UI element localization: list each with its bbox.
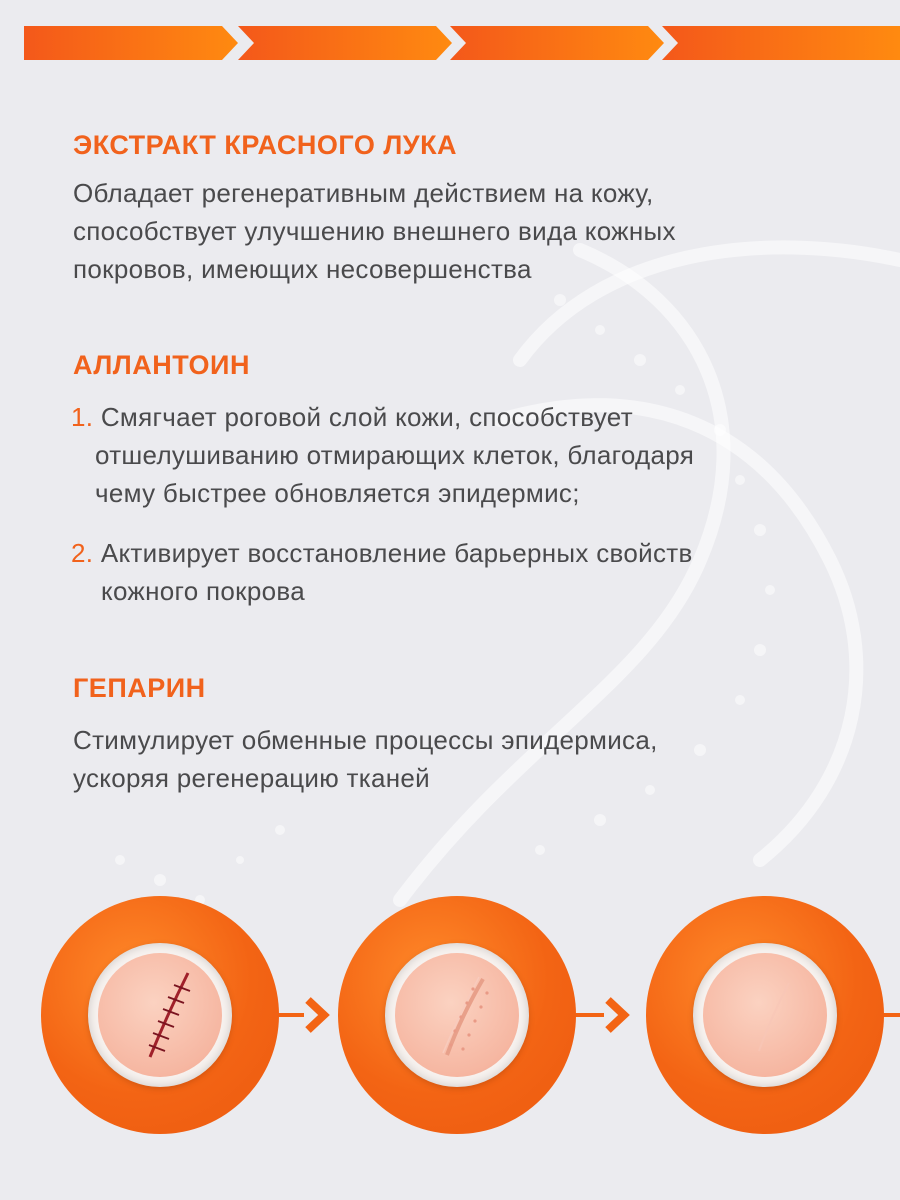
text-line: отшелушиванию отмирающих клеток, благодаря [95, 440, 695, 470]
text-line: Смягчает роговой слой кожи, способствует [100, 402, 633, 432]
text-line: способствует улучшению внешнего вида кожных [73, 216, 676, 246]
text-line: покровов, имеющих несовершенства [73, 254, 532, 284]
text-line: Стимулирует обменные процессы эпидермиса, [73, 725, 658, 755]
chevron-segment-3 [450, 26, 664, 60]
chevron-segment-4 [662, 26, 900, 60]
section-title-heparin: ГЕПАРИН [73, 673, 206, 703]
arrow-connector-1 [270, 990, 340, 1040]
text-line: Обладает регенеративным действием на кожу, [73, 178, 654, 208]
circle-frame [693, 943, 837, 1087]
arrow-connector-2 [570, 990, 640, 1040]
list-number: 1. [71, 402, 94, 432]
section-title-onion-extract: ЭКСТРАКТ КРАСНОГО ЛУКА [73, 130, 458, 160]
healing-stage-1 [41, 896, 279, 1134]
list-item-1 [71, 398, 694, 512]
healing-stage-3 [646, 896, 884, 1134]
circle-frame [385, 943, 529, 1087]
healing-stage-2 [338, 896, 576, 1134]
chevron-segment-1 [24, 26, 238, 60]
section-text-onion-extract [73, 174, 676, 288]
text-line: Активирует восстановление барьерных свойств [100, 538, 693, 568]
progress-chevrons [24, 26, 900, 60]
section-title-allantoin: АЛЛАНТОИН [73, 350, 250, 380]
stitched-wound-icon [98, 953, 222, 1077]
list-number: 2. [71, 538, 94, 568]
text-line: кожного покрова [101, 576, 305, 606]
chevron-segment-2 [238, 26, 452, 60]
healing-scar-icon [395, 953, 519, 1077]
circle-frame [88, 943, 232, 1087]
section-text-heparin [73, 721, 658, 797]
text-line: чему быстрее обновляется эпидермис; [95, 478, 580, 508]
list-item-2 [71, 534, 693, 610]
text-line: ускоряя регенерацию тканей [73, 763, 431, 793]
healed-skin-icon [703, 953, 827, 1077]
